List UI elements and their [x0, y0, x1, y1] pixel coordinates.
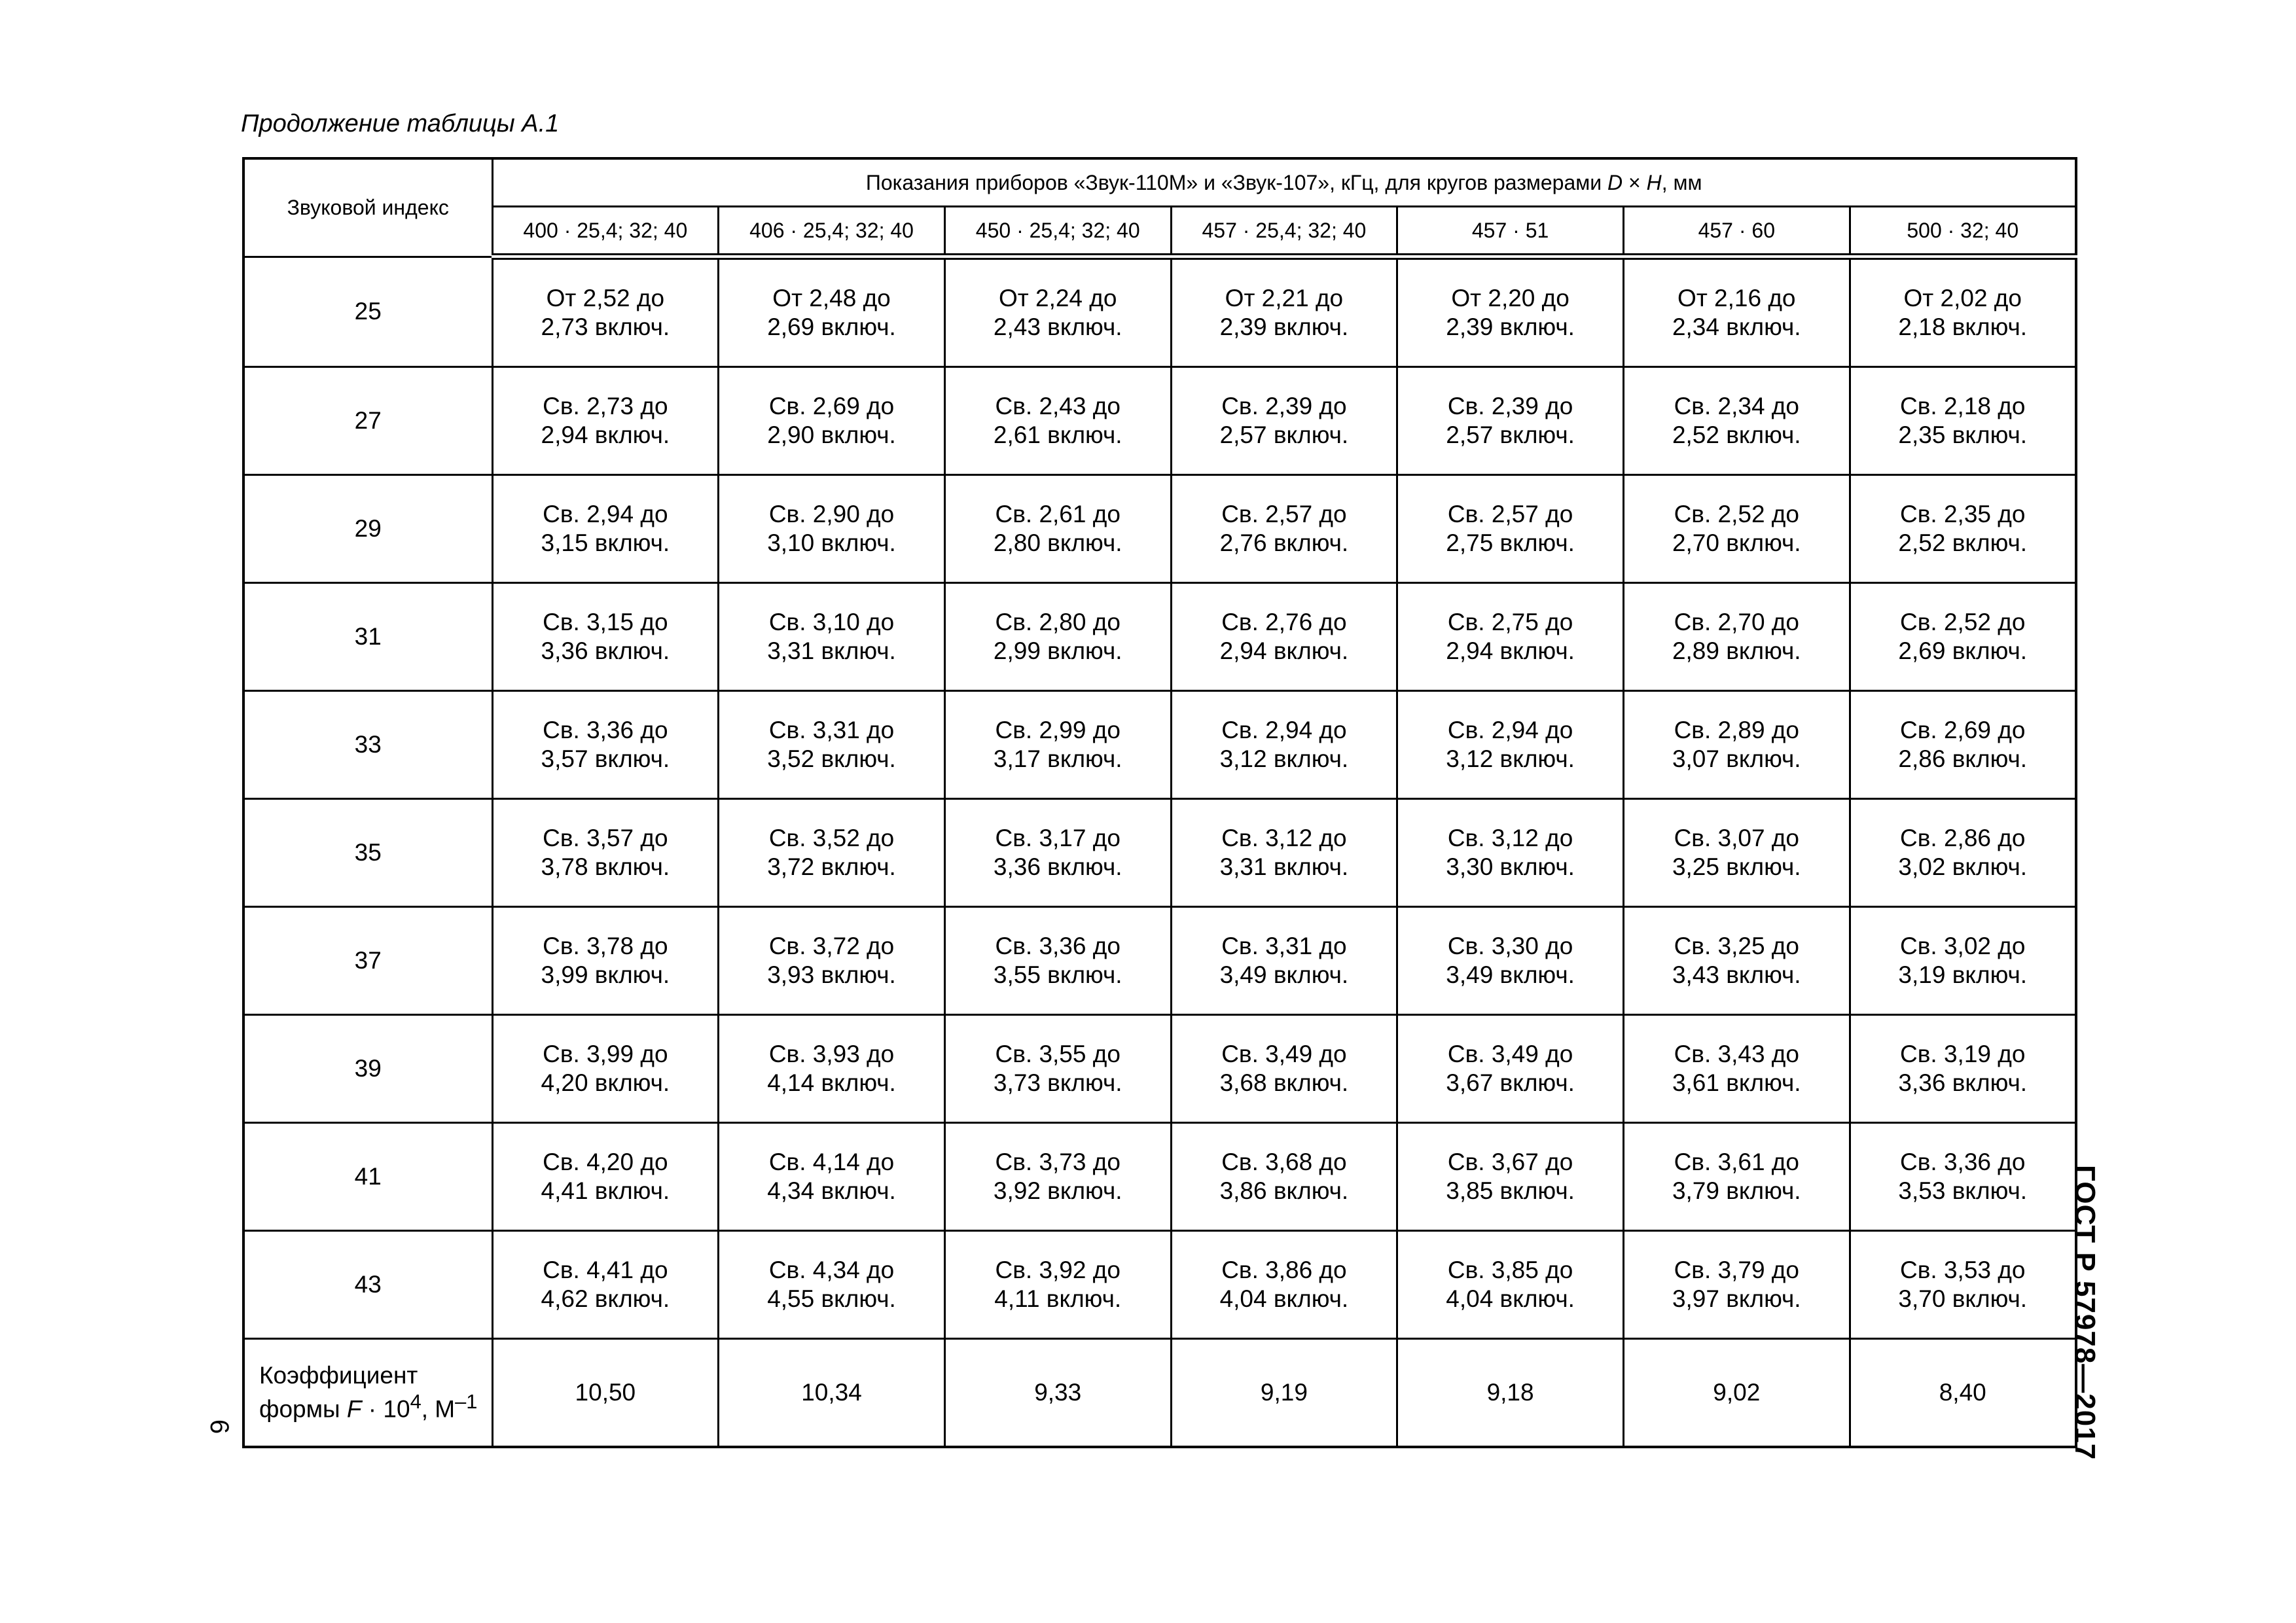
reading-range-line: Св. 2,94 до: [543, 500, 668, 527]
reading-range-line: Св. 3,79 до: [1674, 1256, 1799, 1283]
reading-range-line: 2,57 включ.: [1219, 421, 1349, 448]
size-column-header: 400 · 25,4; 32; 40: [492, 207, 719, 257]
reading-range-cell: [1397, 367, 1624, 475]
reading-range-line: Св. 3,73 до: [995, 1148, 1121, 1175]
reading-range-cell: [492, 907, 719, 1015]
reading-range-line: 2,18 включ.: [1898, 313, 2028, 340]
reading-range-line: 3,97 включ.: [1672, 1285, 1801, 1312]
reading-range-cell: [1171, 583, 1397, 691]
reading-range-cell: [944, 691, 1171, 799]
reading-range-cell: [719, 583, 945, 691]
size-column-header: 450 · 25,4; 32; 40: [944, 207, 1171, 257]
reading-range-line: 4,04 включ.: [1446, 1285, 1575, 1312]
reading-range-cell: [1171, 1015, 1397, 1123]
reading-range-cell: [944, 1123, 1171, 1231]
reading-range-line: Св. 4,41 до: [543, 1256, 668, 1283]
reading-range-line: Св. 3,17 до: [995, 824, 1121, 851]
reading-range-line: 2,52 включ.: [1898, 529, 2028, 556]
reading-range-line: Св. 3,55 до: [995, 1040, 1121, 1067]
reading-range-cell: [1171, 691, 1397, 799]
reading-range-line: 2,69 включ.: [1898, 637, 2028, 664]
reading-range-line: 3,49 включ.: [1446, 961, 1575, 988]
reading-range-line: 4,14 включ.: [767, 1069, 896, 1096]
reading-range-cell: [1850, 691, 2076, 799]
reading-range-line: Св. 2,76 до: [1221, 608, 1347, 635]
shape-coefficient-value: 10,50: [492, 1339, 719, 1448]
reading-range-line: 2,76 включ.: [1219, 529, 1349, 556]
reading-range-line: От 2,16 до: [1677, 284, 1796, 312]
reading-range-line: 3,99 включ.: [541, 961, 670, 988]
reading-range-cell: [944, 257, 1171, 367]
reading-range-line: Св. 3,53 до: [1900, 1256, 2026, 1283]
reading-range-line: 3,73 включ.: [993, 1069, 1122, 1096]
reading-range-line: Св. 3,68 до: [1221, 1148, 1347, 1175]
reading-range-cell: [492, 799, 719, 907]
reading-range-line: Св. 3,92 до: [995, 1256, 1121, 1283]
index-column-header: Звуковой индекс: [243, 158, 492, 257]
reading-range-line: Св. 4,34 до: [768, 1256, 895, 1283]
reading-range-cell: [1397, 907, 1624, 1015]
reading-range-cell: [1623, 799, 1850, 907]
reading-range-line: Св. 2,43 до: [995, 392, 1121, 419]
reading-range-line: 3,12 включ.: [1446, 745, 1575, 772]
reading-range-line: Св. 3,36 до: [1900, 1148, 2026, 1175]
reading-range-line: Св. 2,75 до: [1447, 608, 1573, 635]
size-column-header: 406 · 25,4; 32; 40: [719, 207, 945, 257]
reading-range-line: 3,78 включ.: [541, 853, 670, 880]
sound-index-cell: 27: [243, 367, 492, 475]
reading-range-cell: [1850, 907, 2076, 1015]
reading-range-cell: [944, 583, 1171, 691]
sound-index-cell: 35: [243, 799, 492, 907]
table-row: [243, 475, 2076, 583]
reading-range-line: 3,72 включ.: [767, 853, 896, 880]
reading-range-cell: [719, 257, 945, 367]
reading-range-line: Св. 2,99 до: [995, 716, 1121, 743]
reading-range-line: 2,70 включ.: [1672, 529, 1801, 556]
reading-range-cell: [1171, 907, 1397, 1015]
reading-range-line: Св. 3,49 до: [1221, 1040, 1347, 1067]
shape-coefficient-value: 10,34: [719, 1339, 945, 1448]
reading-range-line: 4,41 включ.: [541, 1177, 670, 1204]
reading-range-line: 2,75 включ.: [1446, 529, 1575, 556]
shape-coefficient-value: 9,02: [1623, 1339, 1850, 1448]
reading-range-cell: [944, 1231, 1171, 1339]
reading-range-line: Св. 3,19 до: [1900, 1040, 2026, 1067]
reading-range-line: 4,20 включ.: [541, 1069, 670, 1096]
reading-range-cell: [719, 1231, 945, 1339]
reading-range-line: Св. 3,43 до: [1674, 1040, 1799, 1067]
reading-range-line: Св. 3,72 до: [768, 932, 895, 959]
reading-range-line: Св. 4,14 до: [768, 1148, 895, 1175]
reading-range-line: 3,10 включ.: [767, 529, 896, 556]
reading-range-line: 3,25 включ.: [1672, 853, 1801, 880]
reading-range-line: 3,68 включ.: [1219, 1069, 1349, 1096]
reading-range-cell: [492, 475, 719, 583]
reading-range-line: Св. 3,49 до: [1447, 1040, 1573, 1067]
sound-index-cell: 39: [243, 1015, 492, 1123]
reading-range-cell: [1623, 583, 1850, 691]
reading-range-line: 3,79 включ.: [1672, 1177, 1801, 1204]
sound-index-table: [242, 157, 2077, 1448]
reading-range-line: От 2,02 до: [1903, 284, 2022, 312]
size-column-header: 500 · 32; 40: [1850, 207, 2076, 257]
reading-range-line: 3,12 включ.: [1219, 745, 1349, 772]
reading-range-line: 3,93 включ.: [767, 961, 896, 988]
reading-range-line: 3,61 включ.: [1672, 1069, 1801, 1096]
reading-range-line: Св. 2,34 до: [1674, 392, 1799, 419]
reading-range-cell: [1850, 257, 2076, 367]
reading-range-cell: [1171, 257, 1397, 367]
reading-range-line: Св. 2,80 до: [995, 608, 1121, 635]
reading-range-line: 2,52 включ.: [1672, 421, 1801, 448]
reading-range-line: 3,07 включ.: [1672, 745, 1801, 772]
reading-range-line: Св. 3,02 до: [1900, 932, 2026, 959]
reading-range-line: 3,17 включ.: [993, 745, 1122, 772]
reading-range-line: От 2,48 до: [772, 284, 891, 312]
reading-range-cell: [1623, 691, 1850, 799]
reading-range-line: 3,30 включ.: [1446, 853, 1575, 880]
reading-range-line: 3,70 включ.: [1898, 1285, 2028, 1312]
table-row: [243, 1231, 2076, 1339]
reading-range-line: 2,57 включ.: [1446, 421, 1575, 448]
reading-range-cell: [1623, 1015, 1850, 1123]
reading-range-line: Св. 3,07 до: [1674, 824, 1799, 851]
reading-range-line: Св. 3,85 до: [1447, 1256, 1573, 1283]
reading-range-line: 3,67 включ.: [1446, 1069, 1575, 1096]
reading-range-line: 3,55 включ.: [993, 961, 1122, 988]
page-number: 6: [205, 1419, 234, 1435]
sound-index-cell: 43: [243, 1231, 492, 1339]
document-title: ГОСТ Р 57978—2017: [2069, 1165, 2101, 1461]
reading-range-cell: [492, 257, 719, 367]
reading-range-line: 2,61 включ.: [993, 421, 1122, 448]
table-row: [243, 799, 2076, 907]
reading-range-line: 2,90 включ.: [767, 421, 896, 448]
reading-range-cell: [492, 1123, 719, 1231]
shape-coefficient-value: 9,19: [1171, 1339, 1397, 1448]
readings-group-header: Показания приборов «Звук-110М» и «Звук-107», кГц, для кругов размерами D × H, мм: [492, 158, 2076, 207]
reading-range-cell: [492, 1015, 719, 1123]
reading-range-line: Св. 3,25 до: [1674, 932, 1799, 959]
reading-range-line: Св. 2,86 до: [1900, 824, 2026, 851]
reading-range-line: 2,86 включ.: [1898, 745, 2028, 772]
reading-range-cell: [719, 367, 945, 475]
reading-range-line: 2,34 включ.: [1672, 313, 1801, 340]
reading-range-cell: [1397, 799, 1624, 907]
reading-range-cell: [1850, 1231, 2076, 1339]
reading-range-cell: [719, 1123, 945, 1231]
reading-range-cell: [1171, 475, 1397, 583]
reading-range-cell: [1171, 799, 1397, 907]
reading-range-line: 3,57 включ.: [541, 745, 670, 772]
reading-range-line: 2,80 включ.: [993, 529, 1122, 556]
reading-range-line: Св. 3,99 до: [543, 1040, 668, 1067]
reading-range-line: Св. 3,12 до: [1221, 824, 1347, 851]
reading-range-cell: [944, 907, 1171, 1015]
shape-coefficient-row: [243, 1339, 2076, 1448]
reading-range-cell: [1397, 691, 1624, 799]
reading-range-cell: [1623, 257, 1850, 367]
table-row: [243, 367, 2076, 475]
reading-range-cell: [1850, 799, 2076, 907]
reading-range-cell: [1397, 257, 1624, 367]
table-row: [243, 1015, 2076, 1123]
reading-range-line: Св. 3,12 до: [1447, 824, 1573, 851]
reading-range-line: 2,94 включ.: [1446, 637, 1575, 664]
reading-range-cell: [1397, 1015, 1624, 1123]
reading-range-line: От 2,20 до: [1451, 284, 1570, 312]
sound-index-cell: 37: [243, 907, 492, 1015]
reading-range-cell: [719, 691, 945, 799]
reading-range-cell: [1850, 1123, 2076, 1231]
reading-range-line: 4,55 включ.: [767, 1285, 896, 1312]
reading-range-line: 3,31 включ.: [767, 637, 896, 664]
reading-range-line: 3,31 включ.: [1219, 853, 1349, 880]
reading-range-line: Св. 4,20 до: [543, 1148, 668, 1175]
reading-range-line: От 2,21 до: [1225, 284, 1344, 312]
table-row: [243, 583, 2076, 691]
size-column-header: 457 · 60: [1623, 207, 1850, 257]
reading-range-cell: [1850, 475, 2076, 583]
reading-range-line: 3,19 включ.: [1898, 961, 2028, 988]
reading-range-line: Св. 2,69 до: [1900, 716, 2026, 743]
reading-range-cell: [492, 583, 719, 691]
reading-range-line: Св. 3,57 до: [543, 824, 668, 851]
table-row: [243, 1123, 2076, 1231]
reading-range-cell: [492, 1231, 719, 1339]
shape-coefficient-label: Коэффициент формы $F \cdot 10^4$, $М^{-1}$: [243, 1339, 492, 1448]
reading-range-line: Св. 3,52 до: [768, 824, 895, 851]
reading-range-line: 2,94 включ.: [1219, 637, 1349, 664]
reading-range-line: Св. 2,57 до: [1221, 500, 1347, 527]
reading-range-line: Св. 3,31 до: [768, 716, 895, 743]
reading-range-cell: [719, 907, 945, 1015]
reading-range-line: Св. 2,35 до: [1900, 500, 2026, 527]
reading-range-cell: [1623, 367, 1850, 475]
reading-range-line: 2,39 включ.: [1219, 313, 1349, 340]
shape-coefficient-value: 8,40: [1850, 1339, 2076, 1448]
reading-range-cell: [1850, 367, 2076, 475]
reading-range-line: Св. 2,94 до: [1447, 716, 1573, 743]
reading-range-cell: [719, 475, 945, 583]
reading-range-line: Св. 2,73 до: [543, 392, 668, 419]
reading-range-line: Св. 2,52 до: [1900, 608, 2026, 635]
reading-range-line: От 2,24 до: [998, 284, 1117, 312]
reading-range-line: Св. 3,61 до: [1674, 1148, 1799, 1175]
reading-range-cell: [944, 799, 1171, 907]
reading-range-cell: [719, 799, 945, 907]
reading-range-cell: [1171, 367, 1397, 475]
reading-range-line: Св. 2,70 до: [1674, 608, 1799, 635]
reading-range-cell: [1397, 475, 1624, 583]
reading-range-line: Св. 2,39 до: [1447, 392, 1573, 419]
reading-range-line: Св. 3,36 до: [543, 716, 668, 743]
reading-range-cell: [1397, 1123, 1624, 1231]
reading-range-line: 2,39 включ.: [1446, 313, 1575, 340]
reading-range-line: 3,15 включ.: [541, 529, 670, 556]
shape-coefficient-value: 9,33: [944, 1339, 1171, 1448]
size-column-header: 457 · 51: [1397, 207, 1624, 257]
reading-range-line: Св. 2,18 до: [1900, 392, 2026, 419]
table-row: [243, 257, 2076, 367]
reading-range-cell: [1850, 1015, 2076, 1123]
reading-range-line: 4,04 включ.: [1219, 1285, 1349, 1312]
reading-range-line: Св. 3,31 до: [1221, 932, 1347, 959]
reading-range-line: 2,94 включ.: [541, 421, 670, 448]
reading-range-line: 3,36 включ.: [541, 637, 670, 664]
reading-range-line: 2,99 включ.: [993, 637, 1122, 664]
reading-range-line: Св. 2,90 до: [768, 500, 895, 527]
reading-range-cell: [492, 691, 719, 799]
reading-range-line: Св. 3,93 до: [768, 1040, 895, 1067]
table-row: [243, 691, 2076, 799]
reading-range-cell: [944, 475, 1171, 583]
reading-range-line: 3,02 включ.: [1898, 853, 2028, 880]
reading-range-line: 3,49 включ.: [1219, 961, 1349, 988]
reading-range-line: 3,53 включ.: [1898, 1177, 2028, 1204]
reading-range-line: 2,35 включ.: [1898, 421, 2028, 448]
reading-range-line: 4,62 включ.: [541, 1285, 670, 1312]
sound-index-cell: 29: [243, 475, 492, 583]
reading-range-line: 3,85 включ.: [1446, 1177, 1575, 1204]
reading-range-line: Св. 2,52 до: [1674, 500, 1799, 527]
reading-range-line: Св. 2,57 до: [1447, 500, 1573, 527]
reading-range-line: 4,34 включ.: [767, 1177, 896, 1204]
reading-range-cell: [492, 367, 719, 475]
reading-range-line: 4,11 включ.: [994, 1285, 1122, 1312]
sound-index-cell: 25: [243, 257, 492, 367]
reading-range-cell: [1397, 583, 1624, 691]
reading-range-cell: [944, 367, 1171, 475]
size-column-header: 457 · 25,4; 32; 40: [1171, 207, 1397, 257]
reading-range-line: Св. 3,15 до: [543, 608, 668, 635]
reading-range-line: Св. 2,39 до: [1221, 392, 1347, 419]
reading-range-cell: [1397, 1231, 1624, 1339]
reading-range-cell: [1850, 583, 2076, 691]
reading-range-line: 2,73 включ.: [541, 313, 670, 340]
reading-range-line: Св. 2,89 до: [1674, 716, 1799, 743]
reading-range-cell: [1623, 475, 1850, 583]
reading-range-line: Св. 3,78 до: [543, 932, 668, 959]
reading-range-line: Св. 3,67 до: [1447, 1148, 1573, 1175]
reading-range-cell: [1171, 1123, 1397, 1231]
reading-range-line: Св. 3,86 до: [1221, 1256, 1347, 1283]
reading-range-line: 3,92 включ.: [993, 1177, 1122, 1204]
reading-range-cell: [1623, 1123, 1850, 1231]
reading-range-line: 3,36 включ.: [1898, 1069, 2028, 1096]
reading-range-cell: [944, 1015, 1171, 1123]
reading-range-line: Св. 3,30 до: [1447, 932, 1573, 959]
reading-range-line: 3,52 включ.: [767, 745, 896, 772]
reading-range-line: Св. 3,10 до: [768, 608, 895, 635]
reading-range-line: Св. 3,36 до: [995, 932, 1121, 959]
shape-coefficient-value: 9,18: [1397, 1339, 1624, 1448]
reading-range-cell: [1623, 907, 1850, 1015]
reading-range-line: Св. 2,61 до: [995, 500, 1121, 527]
reading-range-line: 2,69 включ.: [767, 313, 896, 340]
reading-range-line: 3,36 включ.: [993, 853, 1122, 880]
reading-range-cell: [1623, 1231, 1850, 1339]
sound-index-cell: 31: [243, 583, 492, 691]
reading-range-cell: [1171, 1231, 1397, 1339]
reading-range-line: 3,43 включ.: [1672, 961, 1801, 988]
table-caption: Продолжение таблицы А.1: [241, 110, 560, 137]
reading-range-line: 2,43 включ.: [993, 313, 1122, 340]
reading-range-line: От 2,52 до: [546, 284, 665, 312]
reading-range-line: Св. 2,69 до: [768, 392, 895, 419]
table-row: [243, 907, 2076, 1015]
reading-range-line: 2,89 включ.: [1672, 637, 1801, 664]
sound-index-cell: 33: [243, 691, 492, 799]
reading-range-line: 3,86 включ.: [1219, 1177, 1349, 1204]
reading-range-line: Св. 2,94 до: [1221, 716, 1347, 743]
sound-index-cell: 41: [243, 1123, 492, 1231]
reading-range-cell: [719, 1015, 945, 1123]
